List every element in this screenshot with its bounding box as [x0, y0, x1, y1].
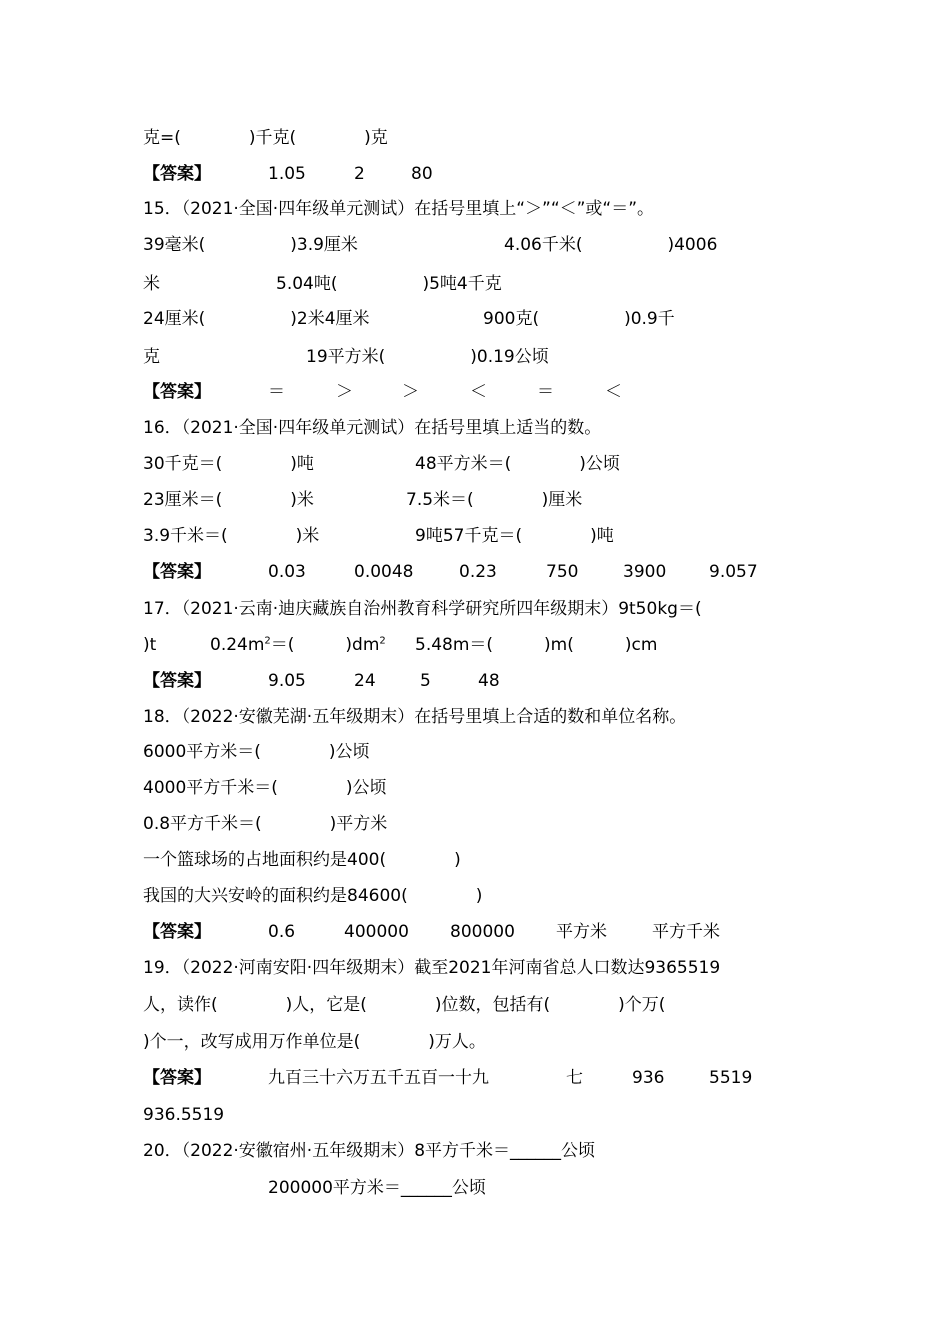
answer-19-value-3: 936 [632, 1068, 665, 1088]
answer-15-value-6: ＜ [605, 382, 622, 402]
answer-18-value-5: 平方千米 [652, 922, 720, 942]
answer-19-value-5: 936.5519 [143, 1105, 225, 1125]
q15-item-2: 4.06千米( )4006 [504, 235, 718, 255]
q18-item-3: 0.8平方千米＝( )平方米 [143, 814, 388, 834]
question-17-title: 17．（2021·云南·迪庆藏族自治州教育科学研究所四年级期末）9t50kg＝( [143, 599, 702, 619]
answer-label-15: 【答案】 [143, 382, 211, 402]
answer-18-value-4: 平方米 [556, 922, 607, 942]
answer-15-value-4: ＜ [470, 382, 487, 402]
answer-17-value-1: 9.05 [268, 671, 306, 691]
q17-item-2 [210, 634, 386, 656]
q16-item-5: 3.9千米＝( )米 [143, 526, 320, 546]
q17-item-3: 5.48m＝( )m( )cm [415, 635, 658, 655]
q14-continuation: 克=( )千克( )克 [143, 128, 388, 148]
q20-item-2: 200000平方米＝______公顷 [268, 1178, 486, 1198]
question-15-title: 15．（2021·全国·四年级单元测试）在括号里填上“＞”“＜”或“＝”。 [143, 199, 655, 219]
q18-item-4: 一个篮球场的占地面积约是400( ) [143, 850, 461, 870]
answer-16-value-1: 0.03 [268, 562, 306, 582]
q15-item-3: 5.04吨( )5吨4千克 [276, 274, 502, 294]
answer-14-value-2: 2 [354, 164, 365, 184]
question-20-title: 20．（2022·安徽宿州·五年级期末）8平方千米＝______公顷 [143, 1141, 596, 1161]
q17-item-1-wrap: )t [143, 635, 157, 655]
answer-19-value-1: 九百三十六万五千五百一十九 [268, 1068, 489, 1088]
answer-18-value-2: 400000 [344, 922, 409, 942]
answer-18-value-3: 800000 [450, 922, 515, 942]
q17-item-2-lhs-exponent: 2 [264, 635, 271, 647]
answer-17-value-4: 48 [478, 671, 500, 691]
answer-label-17: 【答案】 [143, 671, 211, 691]
q16-item-2: 48平方米＝( )公顷 [415, 454, 620, 474]
answer-18-value-1: 0.6 [268, 922, 296, 942]
answer-label-14: 【答案】 [143, 164, 211, 184]
answer-16-value-3: 0.23 [459, 562, 497, 582]
q16-item-1: 30千克＝( )吨 [143, 454, 314, 474]
answer-16-value-4: 750 [546, 562, 579, 582]
q15-item-5-wrap: 克 [143, 347, 160, 367]
q15-item-1: 39毫米( )3.9厘米 [143, 235, 358, 255]
answer-15-value-5: ＝ [537, 382, 554, 402]
q17-item-2-lhs: 0.24m [210, 635, 265, 655]
answer-label-18: 【答案】 [143, 922, 211, 942]
answer-16-value-2: 0.0048 [354, 562, 414, 582]
answer-15-value-1: ＝ [268, 382, 285, 402]
answer-label-19: 【答案】 [143, 1068, 211, 1088]
answer-16-value-6: 9.057 [709, 562, 758, 582]
answer-label-16: 【答案】 [143, 562, 211, 582]
answer-15-value-2: ＞ [336, 382, 353, 402]
q16-item-4: 7.5米＝( )厘米 [406, 490, 583, 510]
q15-item-6: 19平方米( )0.19公顷 [306, 347, 549, 367]
answer-16-value-5: 3900 [623, 562, 667, 582]
q18-item-1: 6000平方米＝( )公顷 [143, 742, 370, 762]
q18-item-2: 4000平方千米＝( )公顷 [143, 778, 387, 798]
answer-14-value-3: 80 [411, 164, 433, 184]
question-16-title: 16．（2021·全国·四年级单元测试）在括号里填上适当的数。 [143, 418, 602, 438]
q15-item-5: 900克( )0.9千 [483, 309, 675, 329]
question-19-title: 19．（2022·河南安阳·四年级期末）截至2021年河南省总人口数达9365519 [143, 958, 721, 978]
q16-item-6: 9吨57千克＝( )吨 [415, 526, 614, 546]
q15-item-2-wrap: 米 [143, 274, 160, 294]
q19-line-3: )个一，改写成用万作单位是( )万人。 [143, 1032, 486, 1052]
q16-item-3: 23厘米＝( )米 [143, 490, 314, 510]
q15-item-4: 24厘米( )2米4厘米 [143, 309, 370, 329]
answer-19-value-4: 5519 [709, 1068, 753, 1088]
answer-15-value-3: ＞ [402, 382, 419, 402]
q17-item-2-rhs: ＝( )dm [270, 635, 380, 655]
answer-14-value-1: 1.05 [268, 164, 306, 184]
answer-19-value-2: 七 [566, 1068, 583, 1088]
answer-17-value-2: 24 [354, 671, 376, 691]
question-18-title: 18．（2022·安徽芜湖·五年级期末）在括号里填上合适的数和单位名称。 [143, 707, 687, 727]
q17-item-2-rhs-exponent: 2 [379, 635, 386, 647]
q19-line-2: 人，读作( )人，它是( )位数，包括有( )个万( [143, 995, 666, 1015]
answer-17-value-3: 5 [420, 671, 431, 691]
q18-item-5: 我国的大兴安岭的面积约是84600( ) [143, 886, 483, 906]
